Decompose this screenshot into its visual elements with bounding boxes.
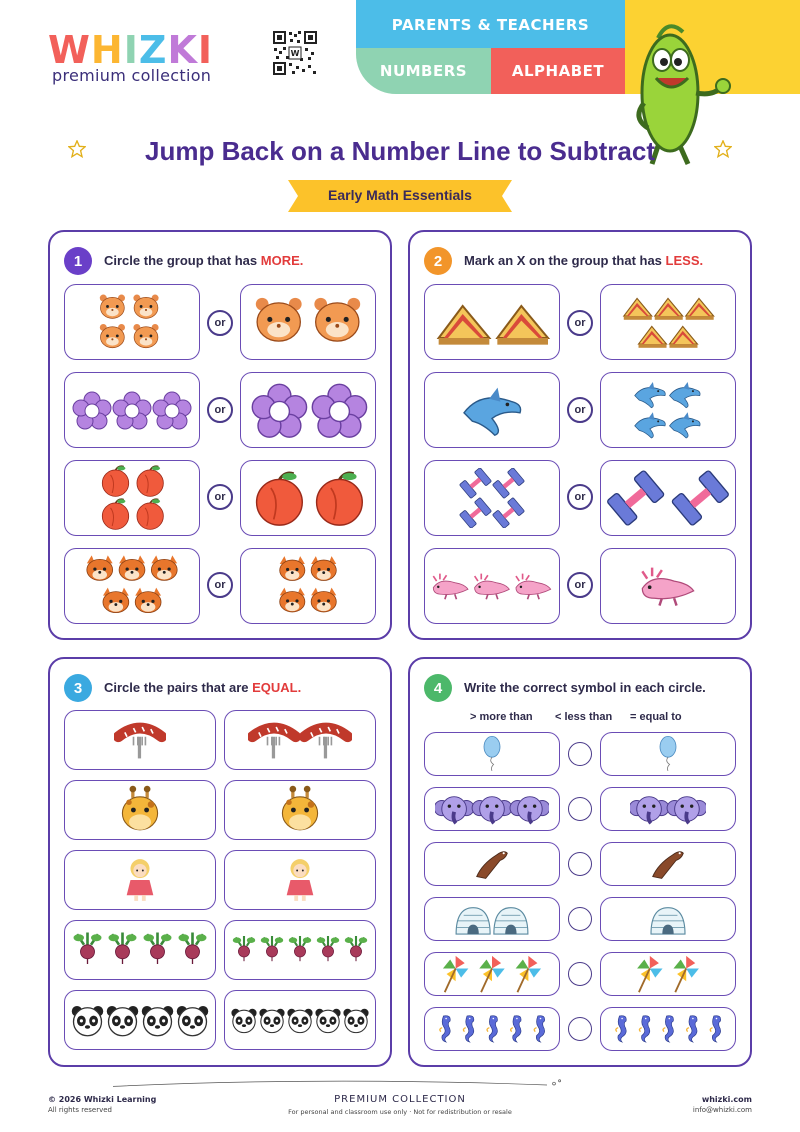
answer-box[interactable] xyxy=(64,990,216,1050)
sausage-icon xyxy=(114,719,166,761)
answer-box[interactable] xyxy=(424,787,560,831)
answer-box[interactable] xyxy=(240,284,376,360)
section-3-instruction xyxy=(104,680,301,695)
nav-parents-teachers[interactable]: PARENTS & TEACHERS xyxy=(356,0,625,50)
answer-box[interactable] xyxy=(424,897,560,941)
answer-box[interactable] xyxy=(424,548,560,624)
legend-more-than: > more than xyxy=(470,711,533,723)
logo-letter: K xyxy=(167,28,198,72)
legend-equal-to: = equal to xyxy=(630,711,682,723)
answer-box[interactable] xyxy=(224,920,376,980)
answer-box[interactable] xyxy=(424,1007,560,1051)
answer-box[interactable] xyxy=(424,952,560,996)
qr-code-icon[interactable] xyxy=(272,30,318,76)
giraffe-icon xyxy=(278,785,322,835)
symbol-circle[interactable] xyxy=(568,1017,592,1041)
panda-icon xyxy=(230,1006,370,1034)
seahorse-icon xyxy=(433,1011,551,1047)
section-3-badge: 3 xyxy=(64,674,92,702)
answer-box[interactable] xyxy=(424,842,560,886)
answer-box[interactable] xyxy=(424,732,560,776)
hamster-icon xyxy=(97,292,167,352)
banner-text: Early Math Essentials xyxy=(328,187,472,203)
panda-icon xyxy=(70,1002,210,1038)
dolphin-icon xyxy=(461,382,523,438)
answer-box[interactable] xyxy=(224,850,376,910)
section-2-instruction xyxy=(464,253,703,268)
answer-box[interactable] xyxy=(424,372,560,448)
answer-box[interactable] xyxy=(424,460,560,536)
instruction-text: Mark an X on the group that has xyxy=(464,253,666,268)
section-4-badge: 4 xyxy=(424,674,452,702)
instruction-highlight: LESS. xyxy=(665,253,704,268)
igloo-icon xyxy=(649,902,687,936)
logo-letter: W xyxy=(48,28,91,72)
answer-box[interactable] xyxy=(64,850,216,910)
answer-box[interactable] xyxy=(64,920,216,980)
section-1-badge: 1 xyxy=(64,247,92,275)
or-label: or xyxy=(207,572,233,598)
instruction-text: Circle the pairs that are xyxy=(104,680,253,695)
dolphin-icon xyxy=(633,379,703,441)
logo-letter: I xyxy=(197,28,214,72)
sealion-icon xyxy=(649,846,687,882)
answer-box[interactable] xyxy=(240,372,376,448)
hamster-icon xyxy=(250,294,366,350)
or-label: or xyxy=(207,310,233,336)
footer-usage: For personal and classroom use only · Not for redistribution or resale xyxy=(288,1108,512,1116)
igloo-icon xyxy=(454,902,530,936)
sandwich-icon xyxy=(432,298,552,346)
pinwheel-icon xyxy=(631,954,705,994)
answer-box[interactable] xyxy=(600,897,736,941)
symbol-circle[interactable] xyxy=(568,962,592,986)
answer-box[interactable] xyxy=(600,787,736,831)
peach-icon xyxy=(97,465,167,531)
answer-box[interactable] xyxy=(64,460,200,536)
answer-box[interactable] xyxy=(424,284,560,360)
answer-box[interactable] xyxy=(600,1007,736,1051)
instruction-highlight: MORE. xyxy=(260,253,304,268)
answer-box[interactable] xyxy=(64,780,216,840)
elephant-icon xyxy=(435,791,549,827)
footer-copyright: © 2026 Whizki Learning xyxy=(48,1095,157,1104)
beet-icon xyxy=(230,936,370,964)
symbol-circle[interactable] xyxy=(568,742,592,766)
footer-rights: All rights reserved xyxy=(48,1106,112,1114)
answer-box[interactable] xyxy=(64,284,200,360)
giraffe-icon xyxy=(118,785,162,835)
answer-box[interactable] xyxy=(64,372,200,448)
or-label: or xyxy=(567,310,593,336)
page-title: Jump Back on a Number Line to Subtract xyxy=(145,136,655,166)
answer-box[interactable] xyxy=(600,732,736,776)
pinwheel-icon xyxy=(437,954,547,994)
answer-box[interactable] xyxy=(600,548,736,624)
or-label: or xyxy=(567,397,593,423)
answer-box[interactable] xyxy=(240,548,376,624)
sealion-icon xyxy=(473,846,511,882)
section-4-instruction: Write the correct symbol in each circle. xyxy=(464,680,706,695)
dumbbell-icon xyxy=(459,468,525,528)
answer-box[interactable] xyxy=(600,372,736,448)
instruction-text: Circle the group that has xyxy=(104,253,261,268)
legend-less-than: < less than xyxy=(555,711,613,723)
symbol-circle[interactable] xyxy=(568,852,592,876)
balloon-icon xyxy=(652,735,684,773)
beet-icon xyxy=(70,932,210,968)
section-2-badge: 2 xyxy=(424,247,452,275)
logo-subtitle: premium collection xyxy=(52,66,212,85)
fox-icon xyxy=(82,553,182,619)
or-label: or xyxy=(567,484,593,510)
answer-box[interactable] xyxy=(600,842,736,886)
fox-icon xyxy=(275,553,341,619)
answer-box[interactable] xyxy=(224,710,376,770)
nav-numbers[interactable]: NUMBERS xyxy=(356,48,491,94)
girl-icon xyxy=(121,854,159,906)
sandwich-icon xyxy=(620,294,716,350)
symbol-circle[interactable] xyxy=(568,907,592,931)
balloon-icon xyxy=(476,735,508,773)
section-1-instruction xyxy=(104,253,303,268)
answer-box[interactable] xyxy=(600,460,736,536)
logo-letter: H xyxy=(90,28,124,72)
elephant-icon xyxy=(630,791,706,827)
dumbbell-icon xyxy=(606,467,730,529)
nav-alphabet[interactable]: ALPHABET xyxy=(491,48,625,94)
instruction-highlight: EQUAL. xyxy=(252,680,302,695)
axolotl-icon xyxy=(430,566,554,606)
answer-box[interactable] xyxy=(600,952,736,996)
footer-swoosh xyxy=(48,1078,668,1092)
footer-collection: PREMIUM COLLECTION xyxy=(334,1094,466,1105)
seahorse-icon xyxy=(609,1011,727,1047)
answer-box[interactable] xyxy=(224,780,376,840)
answer-box[interactable] xyxy=(240,460,376,536)
or-label: or xyxy=(207,484,233,510)
logo-letter: Z xyxy=(138,28,168,72)
footer-site-link[interactable]: whizki.com xyxy=(701,1095,752,1104)
or-label: or xyxy=(567,572,593,598)
sausage-icon xyxy=(248,719,352,761)
answer-box[interactable] xyxy=(224,990,376,1050)
peach-icon xyxy=(248,468,368,528)
answer-box[interactable] xyxy=(64,548,200,624)
axolotl-icon xyxy=(636,564,700,608)
whizki-logo[interactable] xyxy=(48,30,213,70)
answer-box[interactable] xyxy=(64,710,216,770)
flower-icon xyxy=(70,390,194,430)
answer-box[interactable] xyxy=(600,284,736,360)
flower-icon xyxy=(248,381,368,439)
symbol-circle[interactable] xyxy=(568,797,592,821)
svg-text:W: W xyxy=(290,49,300,58)
girl-icon xyxy=(281,854,319,906)
footer-email-link[interactable]: info@whizki.com xyxy=(692,1106,752,1114)
or-label: or xyxy=(207,397,233,423)
logo-letter: I xyxy=(123,28,139,72)
